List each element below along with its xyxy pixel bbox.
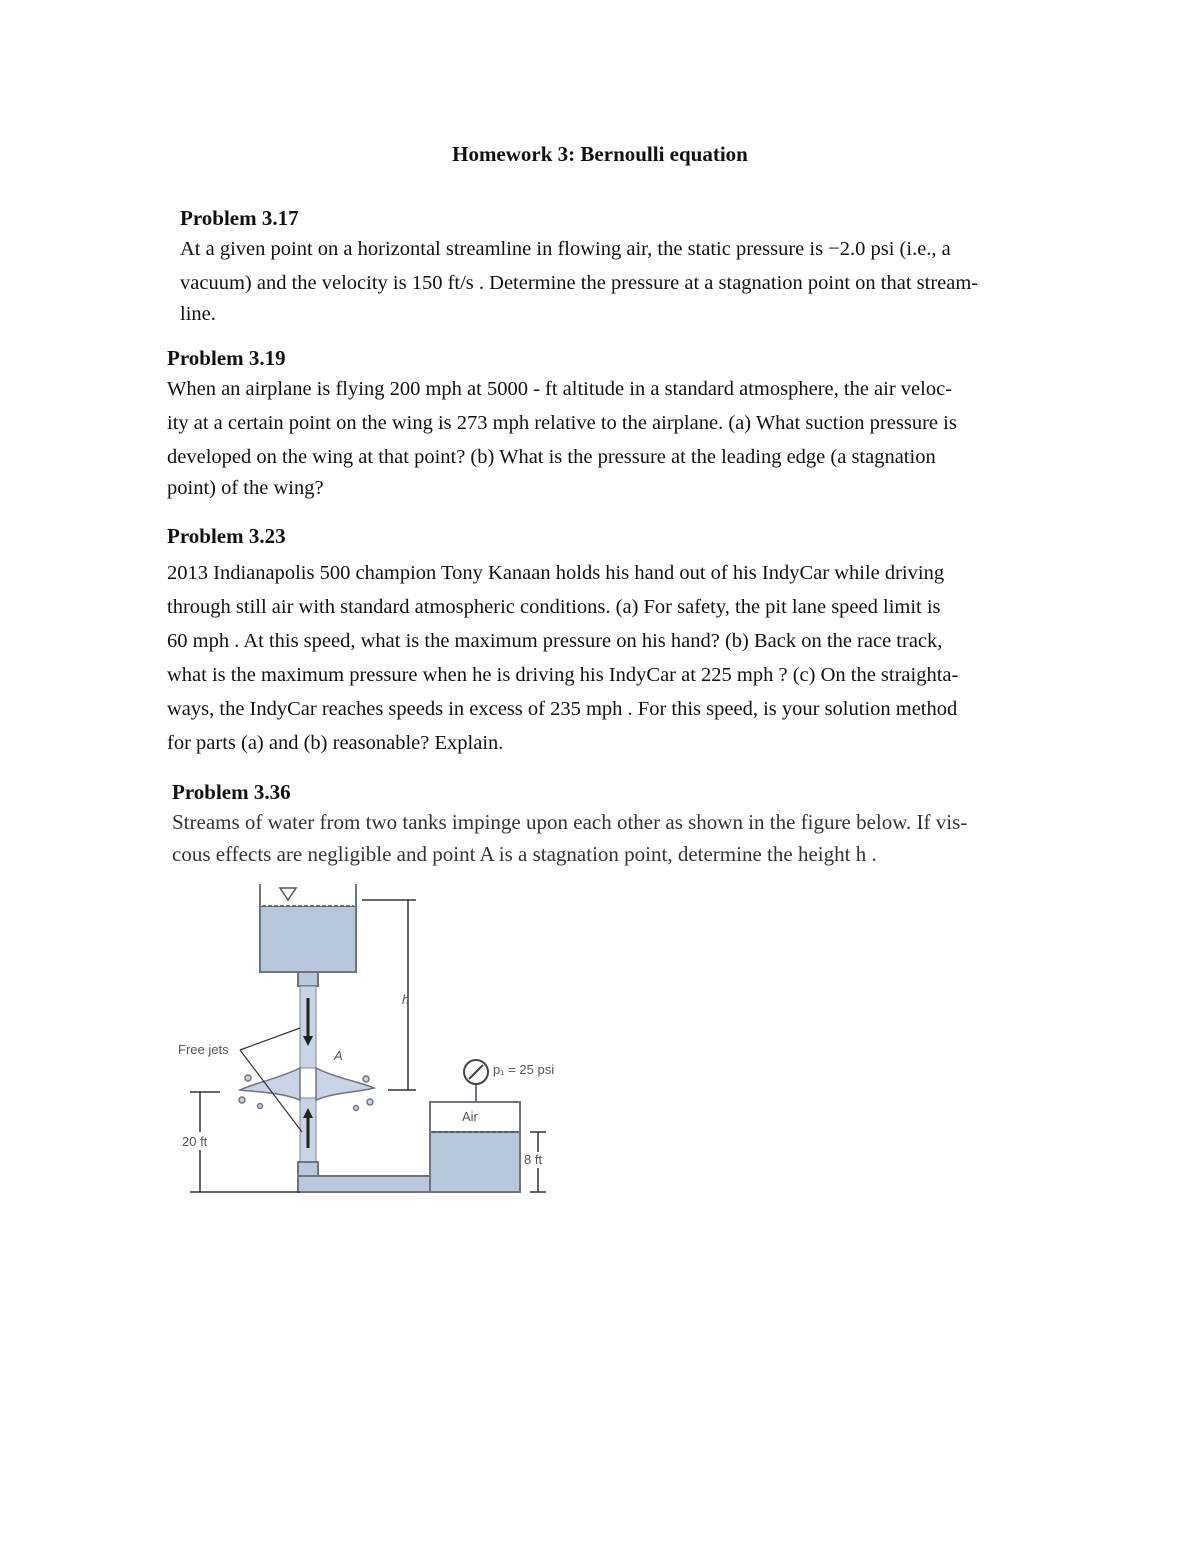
- problem-line: ways, the IndyCar reaches speeds in excess of 235 mph . For this speed, is your solution method: [167, 698, 958, 720]
- problem-line: 2013 Indianapolis 500 champion Tony Kanaan holds his hand out of his IndyCar while driving: [167, 562, 945, 584]
- problem-heading: Problem 3.19: [167, 346, 286, 370]
- left-dim-label: 20 ft: [182, 1134, 208, 1149]
- problem-3-36: [172, 778, 1072, 870]
- problem-line: point) of the wing?: [167, 477, 324, 499]
- problem-line: Streams of water from two tanks impinge upon each other as shown in the figure below. If vis-: [172, 810, 968, 834]
- problem-line: developed on the wing at that point? (b) What is the pressure at the leading edge (a stagnation: [167, 446, 936, 468]
- problem-line: When an airplane is flying 200 mph at 5000 - ft altitude in a standard atmosphere, the air veloc-: [167, 378, 953, 400]
- page-title: Homework 3: Bernoulli equation: [452, 142, 748, 166]
- problem-line: vacuum) and the velocity is 150 ft/s . Determine the pressure at a stagnation point on that stream-: [180, 272, 979, 294]
- height-label: h: [402, 992, 410, 1007]
- problem-3-23: [167, 522, 1067, 760]
- problem-line: line.: [180, 303, 216, 325]
- tank-jets-figure: [160, 878, 590, 1208]
- free-jets-label: Free jets: [178, 1042, 229, 1057]
- pressure-label: p₁ = 25 psi: [493, 1062, 555, 1077]
- problem-3-17: [180, 204, 1080, 328]
- problem-heading: Problem 3.17: [180, 206, 299, 230]
- problem-heading: Problem 3.23: [167, 524, 286, 548]
- problem-line: At a given point on a horizontal streamline in flowing air, the static pressure is −2.0 psi (i.e., a: [180, 238, 951, 260]
- tank-jets-diagram: [160, 878, 590, 1208]
- problem-line: 60 mph . At this speed, what is the maximum pressure on his hand? (b) Back on the race track,: [167, 630, 943, 652]
- problem-line: through still air with standard atmospheric conditions. (a) For safety, the pit lane speed limit is: [167, 596, 941, 618]
- point-a-label: A: [334, 1048, 343, 1063]
- lower-tank: [430, 1060, 554, 1192]
- problem-line: for parts (a) and (b) reasonable? Explain.: [167, 732, 504, 754]
- air-label: Air: [462, 1109, 478, 1124]
- problem-line: what is the maximum pressure when he is driving his IndyCar at 225 mph ? (c) On the straighta-: [167, 664, 959, 686]
- problem-heading: Problem 3.36: [172, 780, 291, 804]
- problem-line: ity at a certain point on the wing is 273 mph relative to the airplane. (a) What suction pressure is: [167, 412, 957, 434]
- problem-3-19: [167, 344, 1067, 502]
- upper-tank: [260, 884, 356, 986]
- problem-line: cous effects are negligible and point A is a stagnation point, determine the height h .: [172, 842, 877, 866]
- right-dim-label: 8 ft: [524, 1152, 543, 1167]
